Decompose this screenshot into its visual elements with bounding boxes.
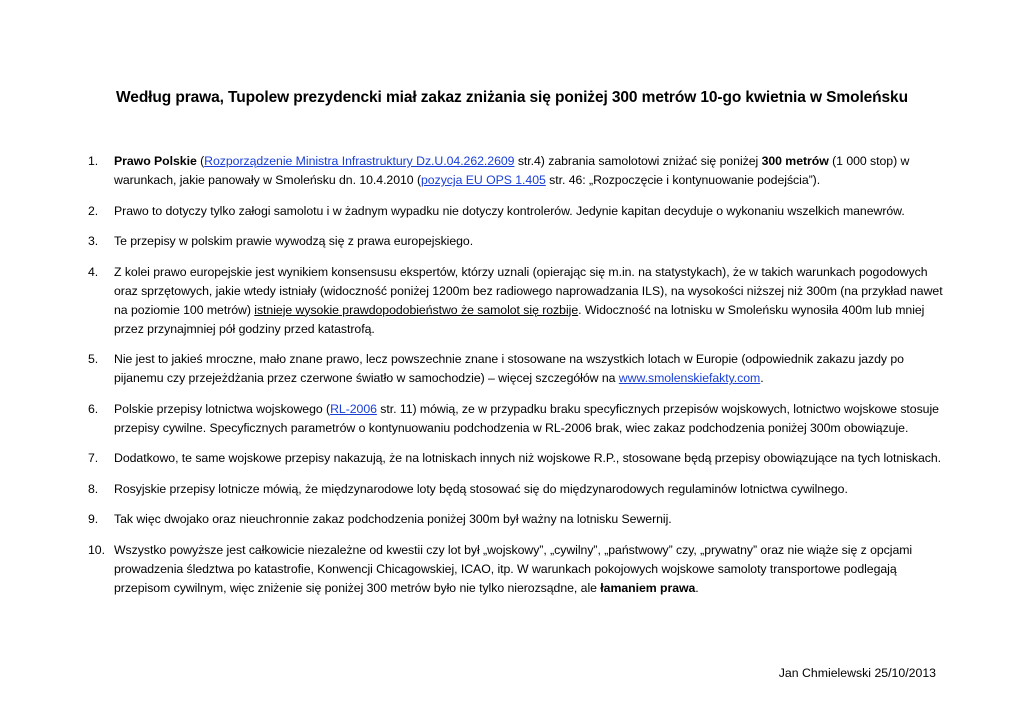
page-title: Według prawa, Tupolew prezydencki miał zakaz zniżania się poniżej 300 metrów 10-go kwietnia w Smoleńsku — [116, 89, 908, 106]
item-number: 5. — [88, 352, 99, 366]
item-number: 6. — [88, 401, 99, 416]
text-fragment: Wszystko powyższe jest całkowicie niezależne od kwestii czy lot był „wojskowy”, „cywilny”, „państwowy” czy, „prywatny” oraz nie wiąże się z opcjami prowadzenia śledztwa po katastrofie, Konwencji Chicagowskiej, ICAO, itp. W warunkach pokojowych wojskowe samoloty transportowe podlegają przepisom cywilnym, więc zniżenie się poniżej 300 metrów było nie tylko nierozsądne, ale — [114, 542, 913, 595]
text-fragment: str. 11) mówią, ze w przypadku braku specyficznych przepisów wojskowych, lotnictwo wojskowe stosuje przepisy cywilne. Specyficznych parametrów o kontynuowaniu podchodzenia w RL-2006 brak, wiec zakaz podchodzenia poniżej 300m obowiązuje. — [114, 401, 939, 435]
item-number: 1. — [88, 154, 99, 168]
list-item-1 — [88, 152, 950, 190]
text-fragment: str.4) zabrania samolotowi zniżać się poniżej — [514, 154, 762, 168]
item-number: 8. — [88, 481, 99, 496]
list-item-2 — [88, 202, 950, 221]
item-text — [114, 263, 950, 339]
item-number: 9. — [88, 512, 99, 526]
item-text — [114, 152, 950, 190]
list-item-10 — [88, 541, 950, 598]
signature: Jan Chmielewski 25/10/2013 — [778, 666, 936, 680]
text-fragment: str. 46: „Rozpoczęcie i kontynuowanie podejścia”). — [545, 173, 821, 187]
underlined-text: istnieje wysokie prawdopodobieństwo że samolot się rozbije — [254, 302, 579, 317]
item-number: 4. — [88, 264, 99, 279]
item-text: Te przepisy w polskim prawie wywodzą się z prawa europejskiego. — [114, 234, 474, 248]
text-fragment: . — [760, 371, 764, 385]
website-link[interactable]: www.smolenskiefakty.com — [618, 371, 761, 385]
list-item-8 — [88, 480, 950, 499]
bold-text: 300 metrów — [761, 154, 829, 168]
list-item-7 — [88, 449, 950, 468]
text-fragment: ( — [196, 154, 205, 168]
eu-ops-link[interactable]: pozycja EU OPS 1.405 — [421, 173, 546, 187]
item-number: 7. — [88, 451, 99, 465]
item-number: 10. — [88, 542, 105, 557]
numbered-list — [88, 152, 950, 609]
text-fragment: Nie jest to jakieś mroczne, mało znane prawo, lecz powszechnie znane i stosowane na wszystkich lotach w Europie (odpowiednik zakazu jazdy po pijanemu czy przejeżdżania przez czerwone światło w samochodzie) – więcej szczegółów na — [114, 352, 904, 385]
list-item-6 — [88, 400, 950, 438]
item-number: 2. — [88, 203, 99, 218]
item-text — [114, 400, 950, 438]
text-fragment: (1 000 stop) w warunkach, jakie panowały w Smoleńsku dn. 10.4.2010 ( — [114, 154, 910, 187]
item-text: Prawo to dotyczy tylko załogi samolotu i w żadnym wypadku nie dotyczy kontrolerów. Jedynie kapitan decyduje o wykonaniu wszelkich manewrów. — [114, 203, 905, 218]
list-item-5 — [88, 350, 950, 388]
text-fragment: Z kolei prawo europejskie jest wynikiem konsensusu ekspertów, którzy uznali (opierając się m.in. na statystykach), że w takich warunkach pogodowych oraz sprzętowych, jakie wtedy istniały (widoczność poniżej 1200m bez radiowego naprowadzania ILS), na wysokości niższej niż 300m (na przykład nawet na poziomie 100 metrów) — [114, 264, 943, 317]
list-item-9 — [88, 510, 950, 529]
list-item-3 — [88, 232, 950, 251]
bold-text: łamaniem prawa — [600, 580, 696, 595]
regulation-link[interactable]: Rozporządzenie Ministra Infrastruktury Dz.U.04.262.2609 — [204, 154, 515, 168]
text-fragment: Polskie przepisy lotnictwa wojskowego ( — [114, 401, 331, 416]
item-text: Dodatkowo, te same wojskowe przepisy nakazują, że na lotniskach innych niż wojskowe R.P., stosowane będą przepisy obowiązujące na tych lotniskach. — [114, 451, 942, 465]
bold-text: Prawo Polskie — [114, 154, 197, 168]
text-fragment: . — [695, 580, 699, 595]
list-item-4 — [88, 263, 950, 339]
item-number: 3. — [88, 234, 99, 248]
item-text — [114, 350, 950, 388]
rl-2006-link[interactable]: RL-2006 — [330, 401, 377, 416]
item-text: Tak więc dwojako oraz nieuchronnie zakaz podchodzenia poniżej 300m był ważny na lotnisku Sewernij. — [114, 512, 672, 526]
item-text: Rosyjskie przepisy lotnicze mówią, że międzynarodowe loty będą stosować się do międzynarodowych regulaminów lotnictwa cywilnego. — [114, 481, 848, 496]
text-fragment: . Widoczność na lotnisku w Smoleńsku wynosiła 400m lub mniej przez przynajmniej pół godziny przed katastrofą. — [114, 302, 925, 336]
item-text — [114, 541, 950, 598]
